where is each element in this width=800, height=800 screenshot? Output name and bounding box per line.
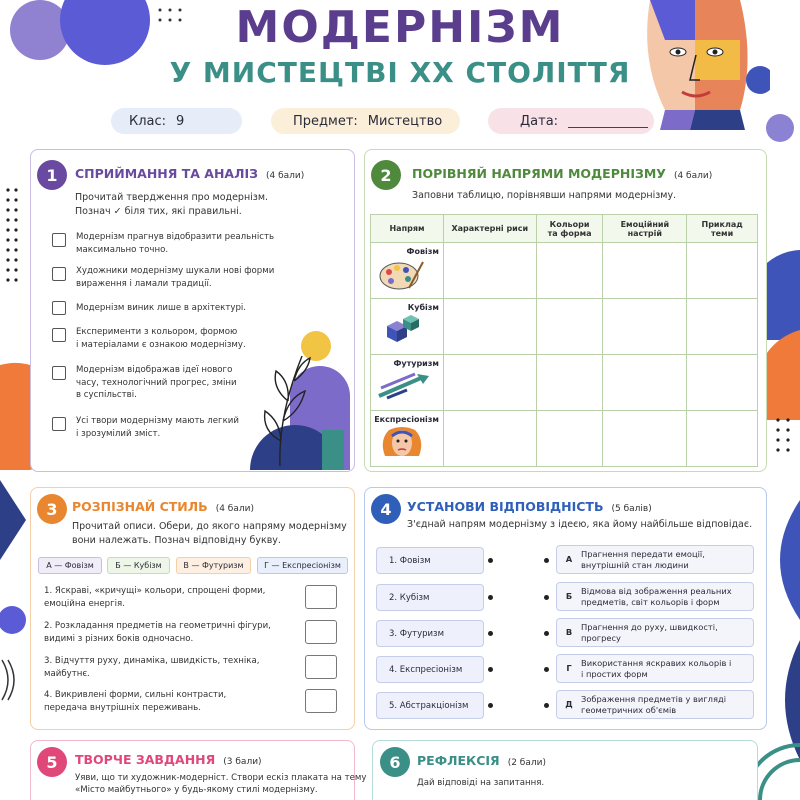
- match-right-v[interactable]: В Прагнення до руху, швидкості, прогресу: [556, 618, 754, 647]
- section-6-card: [372, 740, 758, 800]
- table-row: [371, 355, 758, 411]
- row-fauvism-label: Фовізм: [371, 243, 444, 299]
- section-2-points: (4 бали): [673, 171, 713, 181]
- section-1-instruction-line2: Познач ✓ біля тих, які правильні.: [75, 206, 242, 217]
- section-2-title: [412, 166, 712, 181]
- section-1-title-text: СПРИЙМАННЯ ТА АНАЛІЗ: [75, 166, 259, 181]
- key-g-expressionism: Г — Експресіонізм: [257, 557, 348, 574]
- deco-circle-left: [0, 606, 26, 634]
- row-futurism-label: Футуризм: [371, 355, 444, 411]
- style-answer-4[interactable]: [305, 689, 337, 713]
- date-field[interactable]: [568, 114, 648, 128]
- match-left-dot[interactable]: [488, 703, 493, 708]
- section-5-title-text: ТВОРЧЕ ЗАВДАННЯ: [75, 752, 216, 767]
- section-1-instruction-line1: Прочитай твердження про модернізм.: [75, 192, 269, 203]
- section-1-instruction: [75, 191, 268, 219]
- statement-2-text: Художники модернізму шукали нові форми вираження і ламали традиції.: [76, 266, 275, 289]
- plant-illustration: [250, 326, 350, 470]
- section-5-number: 5: [37, 747, 67, 777]
- key-v-futurism: В — Футуризм: [176, 557, 251, 574]
- statement-5-checkbox[interactable]: [52, 366, 66, 380]
- statement-5-text: Модернізм відображав ідеї нового часу, технологічний прогрес, зміни в суспільстві.: [76, 365, 237, 400]
- section-5-title: [75, 752, 262, 767]
- expressive-face-icon: [377, 426, 427, 458]
- style-item-2: 2. Розкладання предметів на геометричні фігури, видимі з різних боків одночасно.: [44, 621, 271, 644]
- date-label: Дата:: [520, 113, 559, 129]
- table-row: [371, 411, 758, 467]
- palette-icon: [377, 258, 427, 290]
- section-6-number: 6: [380, 747, 410, 777]
- statement-1-text: Модернізм прагнув відобразити реальність максимально точно.: [76, 232, 275, 255]
- cell-expressionism-features[interactable]: [443, 411, 536, 467]
- match-left-4[interactable]: 4. Експресіонізм: [376, 656, 484, 683]
- statement-4-checkbox[interactable]: [52, 328, 66, 342]
- section-3-points: (4 бали): [215, 504, 254, 514]
- section-4-title-text: УСТАНОВИ ВІДПОВІДНІСТЬ: [407, 499, 604, 514]
- section-2-title-text: ПОРІВНЯЙ НАПРЯМИ МОДЕРНІЗМУ: [412, 166, 666, 181]
- row-cubism-label: Кубізм: [371, 299, 444, 355]
- deco-arcs-left: [2, 660, 14, 700]
- statement-2-checkbox[interactable]: [52, 267, 66, 281]
- section-2-number: 2: [371, 160, 401, 190]
- statement-3-text: Модернізм виник лише в архітектурі.: [76, 303, 247, 313]
- key-a-fauvism: А — Фовізм: [38, 557, 102, 574]
- cell-cubism-features[interactable]: [443, 299, 536, 355]
- section-6-instruction: Дай відповіді на запитання.: [417, 778, 545, 788]
- cell-fauvism-colors[interactable]: [536, 243, 603, 299]
- cell-expressionism-mood[interactable]: [603, 411, 687, 467]
- cell-cubism-mood[interactable]: [603, 299, 687, 355]
- date-pill: [488, 108, 654, 134]
- style-item-4: 4. Викривлені форми, сильні контрасти, передача внутрішніх переживань.: [44, 690, 227, 713]
- match-right-dot[interactable]: [544, 703, 549, 708]
- section-6-title: [417, 753, 546, 768]
- match-right-dot[interactable]: [544, 595, 549, 600]
- match-right-g[interactable]: Г Використання яскравих кольорів і і простих форм: [556, 654, 754, 683]
- match-left-1[interactable]: 1. Фовізм: [376, 547, 484, 574]
- match-left-5[interactable]: 5. Абстракціонізм: [376, 692, 484, 719]
- section-3-title-text: РОЗПІЗНАЙ СТИЛЬ: [72, 499, 208, 514]
- cell-cubism-example[interactable]: [687, 299, 758, 355]
- deco-dots-right: [776, 418, 789, 451]
- section-6-points: (2 бали): [507, 758, 546, 768]
- subject-label: Предмет:: [293, 113, 358, 129]
- match-right-b[interactable]: Б Відмова від зображення реальних предметів, світ кольорів і форм: [556, 582, 754, 611]
- match-left-dot[interactable]: [488, 667, 493, 672]
- cell-futurism-features[interactable]: [443, 355, 536, 411]
- class-label: Клас:: [129, 113, 167, 129]
- match-left-2[interactable]: 2. Кубізм: [376, 584, 484, 611]
- section-5-instruction: Уяви, що ти художник-модерніст. Створи ескіз плаката на тему «Місто майбутнього» у будь-якому стилі модернізму.: [75, 773, 367, 795]
- match-left-dot[interactable]: [488, 595, 493, 600]
- deco-dots-left: [6, 188, 17, 281]
- style-item-3: 3. Відчуття руху, динаміка, швидкість, техніка, майбутнє.: [44, 656, 260, 679]
- match-left-3[interactable]: 3. Футуризм: [376, 620, 484, 647]
- section-4-number: 4: [371, 494, 401, 524]
- cell-futurism-example[interactable]: [687, 355, 758, 411]
- statement-6-text: Усі твори модернізму мають легкий і зрозумілий зміст.: [76, 416, 239, 439]
- comparison-table: [370, 214, 758, 467]
- table-row: [371, 299, 758, 355]
- section-3-number: 3: [37, 494, 67, 524]
- subject-pill: [271, 108, 460, 134]
- match-right-dot[interactable]: [544, 631, 549, 636]
- match-right-d[interactable]: Д Зображення предметів у вигляді геометричних об'ємів: [556, 690, 754, 719]
- col-colors: Кольори та форма: [536, 215, 603, 243]
- style-answer-3[interactable]: [305, 655, 337, 679]
- deco-wave-navy: [785, 640, 800, 760]
- section-4-instruction: З'єднай напрям модернізму з ідеєю, яка йому найбільше відповідає.: [407, 519, 753, 530]
- col-direction: Напрям: [371, 215, 444, 243]
- row-expressionism-label: Експресіонізм: [371, 411, 444, 467]
- statement-1-checkbox[interactable]: [52, 233, 66, 247]
- page-title: МОДЕРНІЗМ: [235, 2, 565, 53]
- section-5-points: (3 бали): [223, 757, 262, 767]
- col-mood: Емоційний настрій: [603, 215, 687, 243]
- cell-fauvism-example[interactable]: [687, 243, 758, 299]
- cell-fauvism-features[interactable]: [443, 243, 536, 299]
- cell-cubism-colors[interactable]: [536, 299, 603, 355]
- match-left-dot[interactable]: [488, 558, 493, 563]
- table-row: [371, 243, 758, 299]
- match-right-dot[interactable]: [544, 667, 549, 672]
- class-pill: [111, 108, 242, 134]
- section-3-title: [72, 499, 254, 514]
- cell-expressionism-colors[interactable]: [536, 411, 603, 467]
- col-features: Характерні риси: [443, 215, 536, 243]
- style-answer-2[interactable]: [305, 620, 337, 644]
- section-4-title: [407, 499, 652, 514]
- statement-4-text: Експерименти з кольором, формою і матеріалами є ознакою модернізму.: [76, 327, 246, 350]
- cell-futurism-colors[interactable]: [536, 355, 603, 411]
- cell-futurism-mood[interactable]: [603, 355, 687, 411]
- match-right-a[interactable]: А Прагнення передати емоції, внутрішній стан людини: [556, 545, 754, 574]
- deco-wave-blue: [780, 500, 800, 620]
- match-left-dot[interactable]: [488, 631, 493, 636]
- col-example: Приклад теми: [687, 215, 758, 243]
- statement-3-checkbox[interactable]: [52, 301, 66, 315]
- section-3-instruction: Прочитай описи. Обери, до якого напряму модернізму вони належать. Познач відповідну букву.: [72, 521, 347, 546]
- match-right-dot[interactable]: [544, 558, 549, 563]
- key-b-cubism: Б — Кубізм: [107, 557, 170, 574]
- deco-triangle-navy: [0, 480, 26, 560]
- section-6-title-text: РЕФЛЕКСІЯ: [417, 753, 500, 768]
- class-value[interactable]: 9: [176, 113, 185, 129]
- subject-value: Мистецтво: [367, 113, 443, 129]
- section-4-points: (5 балів): [611, 504, 652, 514]
- style-item-1: 1. Яскраві, «кричущі» кольори, спрощені форми, емоційна енергія.: [44, 586, 266, 609]
- section-2-instruction: Заповни таблицю, порівнявши напрями модернізму.: [412, 190, 677, 201]
- style-answer-1[interactable]: [305, 585, 337, 609]
- statement-6-checkbox[interactable]: [52, 417, 66, 431]
- section-1-title: [75, 166, 304, 181]
- section-1-number: 1: [37, 160, 67, 190]
- cell-fauvism-mood[interactable]: [603, 243, 687, 299]
- page-subtitle: У МИСТЕЦТВІ XX СТОЛІТТЯ: [169, 56, 631, 89]
- section-1-points: (4 бали): [266, 171, 305, 181]
- cubes-icon: [377, 314, 427, 346]
- speed-arrows-icon: [377, 370, 433, 400]
- cell-expressionism-example[interactable]: [687, 411, 758, 467]
- deco-circle-right: [766, 114, 794, 142]
